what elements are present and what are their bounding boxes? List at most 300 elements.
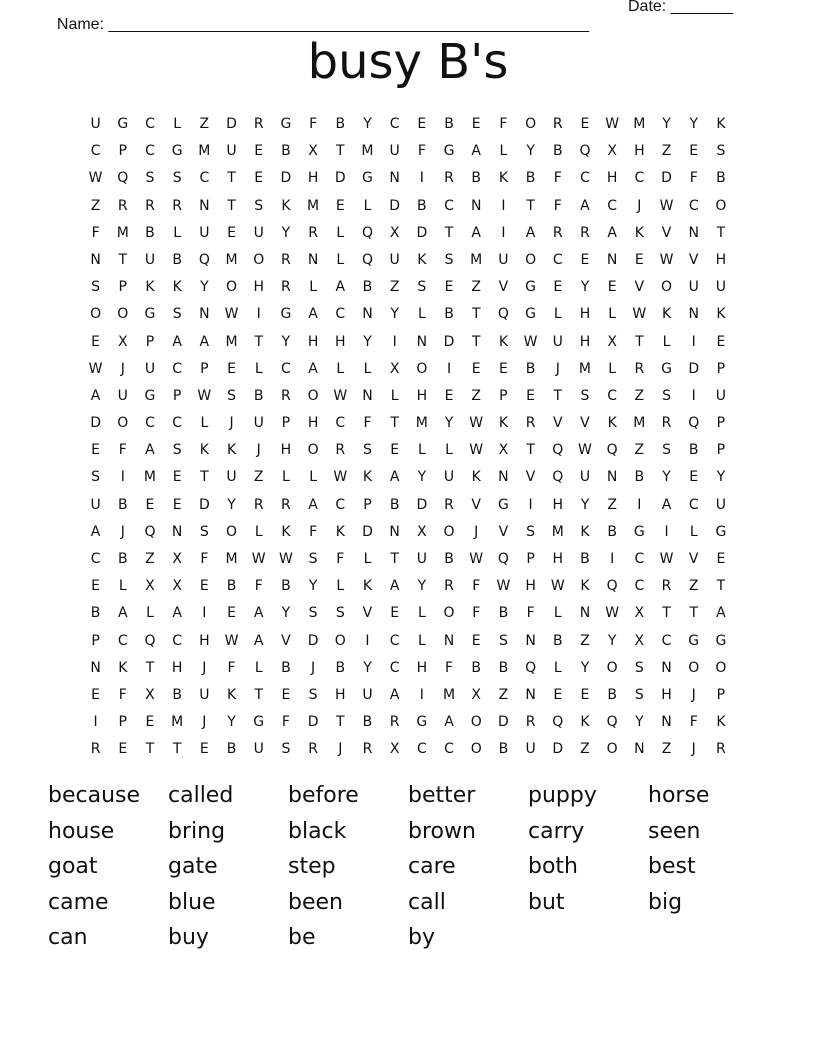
grid-letter: N [389,170,400,187]
grid-letter: J [311,659,316,676]
grid-letter: H [335,333,346,350]
grid-letter: R [444,496,454,513]
grid-letter: D [498,714,509,731]
word-bank-item: step [288,854,336,880]
grid-letter: H [199,632,210,649]
grid-letter: K [716,306,726,323]
word-bank-item: seen [648,818,701,844]
grid-letter: O [715,197,727,214]
grid-letter: A [172,333,182,350]
grid-letter: X [607,333,617,350]
grid-letter: R [661,578,672,595]
grid-letter: N [362,387,373,404]
grid-letter: L [309,279,317,296]
grid-letter: U [144,360,156,377]
grid-letter: B [335,659,346,676]
grid-letter: T [254,333,263,350]
grid-letter: R [634,360,645,377]
word-bank-item: but [528,889,565,915]
grid-letter: S [417,279,427,296]
grid-letter: I [392,333,397,350]
grid-letter: A [308,496,318,513]
grid-letter: R [552,224,563,241]
grid-letter: P [716,686,726,703]
grid-letter: K [417,251,427,268]
grid-letter: L [390,387,399,404]
grid-letter: M [225,333,238,350]
grid-letter: Q [606,714,618,731]
grid-letter: T [526,442,535,459]
letter-grid [82,111,735,764]
grid-letter: R [444,578,454,595]
grid-letter: S [308,686,318,703]
word-bank-item: better [408,783,476,808]
grid-letter: W [605,116,620,132]
grid-letter: W [197,387,212,404]
grid-letter: F [363,415,372,432]
grid-letter: G [688,632,700,649]
grid-letter: Y [526,143,535,160]
grid-letter: T [471,306,481,323]
grid-letter: C [552,251,563,268]
grid-letter: X [634,605,645,622]
grid-letter: A [444,714,454,731]
grid-letter: Q [497,306,509,323]
grid-letter: S [444,251,454,268]
grid-letter: Y [308,578,318,595]
grid-letter: B [552,632,563,649]
grid-letter: D [198,496,210,513]
grid-letter: O [253,251,265,268]
grid-letter: P [716,360,726,377]
grid-letter: Y [281,224,291,241]
grid-letter: I [610,551,615,567]
grid-letter: R [335,442,346,459]
grid-letter: M [442,686,456,703]
grid-letter: I [419,170,424,187]
grid-letter: T [118,251,128,268]
grid-letter: A [389,578,400,595]
grid-letter: C [580,170,590,187]
grid-letter: K [281,523,291,540]
grid-letter: Q [497,551,509,567]
grid-letter: C [444,197,454,214]
grid-letter: G [443,143,455,160]
grid-letter: S [91,469,101,486]
grid-letter: V [471,496,481,513]
grid-letter: X [389,741,400,758]
name-field-label: Name: ______________________________________________________ [56,16,589,33]
grid-letter: F [227,659,236,676]
grid-letter: W [469,551,484,567]
grid-letter: U [443,469,455,486]
grid-letter: C [634,170,645,187]
grid-letter: E [634,251,644,268]
grid-letter: B [634,469,645,486]
grid-letter: R [281,387,291,404]
grid-letter: A [335,279,346,296]
grid-letter: X [145,686,155,703]
grid-letter: A [389,686,400,703]
grid-letter: S [308,551,318,567]
grid-letter: A [471,143,481,160]
grid-letter: L [417,632,426,649]
grid-letter: L [254,523,263,540]
grid-letter: Z [199,116,210,132]
grid-letter: Q [144,523,156,540]
grid-letter: E [580,251,590,268]
grid-letter: K [661,306,672,323]
grid-letter: M [551,523,564,540]
grid-letter: I [93,714,98,731]
grid-letter: J [691,741,696,758]
grid-letter: U [525,741,536,758]
grid-letter: F [281,714,290,731]
grid-letter: V [661,224,672,241]
grid-letter: N [470,197,482,214]
grid-letter: Y [580,279,590,296]
grid-letter: U [253,415,264,432]
grid-letter: U [362,686,373,703]
grid-letter: Y [417,469,427,486]
grid-letter: B [688,442,699,459]
grid-letter: B [607,686,617,703]
grid-letter: L [200,415,209,432]
grid-letter: E [91,442,101,459]
grid-letter: X [471,686,482,703]
grid-letter: Y [281,605,291,622]
grid-letter: K [498,170,508,187]
grid-letter: U [117,387,128,404]
grid-letter: U [226,143,237,160]
grid-letter: N [634,741,645,758]
grid-letter: Y [363,333,372,350]
grid-letter: Y [607,632,617,649]
grid-letter: Y [200,279,209,296]
grid-letter: B [552,143,563,160]
grid-letter: U [253,224,264,241]
grid-letter: B [362,714,373,731]
grid-letter: L [363,197,372,214]
grid-letter: D [688,360,700,377]
grid-letter: D [307,714,319,731]
grid-letter: V [634,279,645,296]
grid-letter: K [335,523,345,540]
grid-letter: B [444,116,454,132]
grid-letter: N [606,469,618,486]
grid-letter: I [419,686,424,703]
grid-letter: A [90,387,101,404]
grid-letter: M [578,360,592,377]
word-bank-item: because [48,783,141,808]
grid-letter: L [118,578,127,595]
date-field-label: Date: _______ [628,0,733,15]
grid-letter: P [118,279,127,296]
grid-letter: W [88,360,103,377]
word-bank-item: horse [648,783,710,808]
grid-letter: B [172,251,182,268]
grid-letter: F [118,442,127,459]
grid-letter: W [496,578,511,595]
grid-letter: E [417,116,427,132]
word-bank-item: big [648,889,683,915]
grid-letter: V [498,279,509,296]
grid-letter: U [498,251,509,268]
grid-letter: C [199,170,210,187]
grid-letter: V [525,469,536,486]
grid-letter: E [172,469,182,486]
grid-letter: X [634,632,645,649]
grid-letter: F [689,170,698,187]
grid-letter: J [202,659,207,676]
grid-letter: Q [688,415,700,432]
grid-letter: Y [363,116,372,132]
grid-letter: Z [580,741,590,758]
grid-letter: E [471,632,481,649]
grid-letter: B [417,197,427,214]
grid-letter: A [471,224,481,241]
grid-letter: U [552,333,563,350]
grid-letter: V [688,551,699,567]
grid-letter: Q [579,143,591,160]
grid-letter: J [202,714,207,731]
grid-letter: B [335,116,346,132]
grid-letter: H [307,415,319,432]
grid-letter: W [550,578,565,595]
grid-letter: T [227,197,236,214]
word-bank-item: call [408,889,446,915]
grid-letter: K [580,714,590,731]
grid-letter: Z [90,197,101,214]
grid-letter: I [691,333,696,350]
grid-letter: G [144,387,156,404]
word-bank-item: been [288,889,343,915]
grid-letter: O [117,415,129,432]
grid-letter: E [444,387,454,404]
grid-letter: Q [117,170,129,187]
grid-letter: Y [662,116,671,132]
word-bank-item: by [408,925,435,951]
grid-letter: E [580,686,590,703]
grid-letter: N [416,333,428,350]
grid-letter: Z [253,469,264,486]
grid-letter: P [281,415,291,432]
grid-letter: Q [525,659,537,676]
grid-letter: C [607,387,618,404]
grid-letter: E [471,116,481,132]
grid-letter: B [90,605,101,622]
grid-letter: K [716,116,726,132]
grid-letter: T [635,333,644,350]
grid-letter: H [335,686,346,703]
grid-letter: V [552,415,563,432]
grid-letter: Y [689,116,698,132]
grid-letter: E [553,279,563,296]
grid-letter: A [389,469,400,486]
grid-letter: D [443,333,455,350]
grid-letter: M [225,551,238,567]
grid-letter: O [443,523,455,540]
grid-letter: I [365,632,370,649]
grid-letter: W [333,469,348,486]
grid-letter: E [91,333,101,350]
grid-letter: E [199,578,209,595]
grid-letter: T [254,686,263,703]
grid-letter: E [91,578,101,595]
grid-letter: F [417,143,426,160]
grid-letter: Q [606,442,618,459]
grid-letter: M [225,251,238,268]
grid-letter: G [362,170,373,187]
word-bank-item: blue [168,889,216,915]
grid-letter: O [307,387,319,404]
grid-letter: C [172,360,183,377]
grid-letter: G [280,306,292,323]
grid-letter: S [91,279,101,296]
grid-letter: S [254,197,264,214]
grid-letter: O [525,116,537,132]
grid-letter: K [281,197,291,214]
grid-letter: B [716,170,726,187]
grid-letter: E [227,360,236,377]
grid-letter: O [715,659,727,676]
grid-letter: T [390,415,399,432]
grid-letter: I [501,224,506,241]
grid-letter: X [172,551,182,567]
grid-letter: E [199,741,209,758]
grid-letter: B [362,279,373,296]
grid-letter: B [498,605,509,622]
grid-letter: L [417,605,426,622]
grid-letter: E [689,469,699,486]
grid-letter: L [336,251,345,268]
grid-letter: D [552,741,564,758]
grid-letter: C [281,360,291,377]
grid-letter: S [526,523,536,540]
grid-letter: N [199,197,210,214]
grid-letter: L [282,469,290,486]
grid-letter: R [117,197,128,214]
grid-letter: Y [662,469,671,486]
grid-letter: F [200,551,209,567]
grid-letter: G [171,143,183,160]
grid-letter: J [555,360,560,377]
grid-letter: E [227,605,236,622]
word-bank-item: came [48,889,109,915]
grid-letter: F [472,578,481,595]
grid-letter: S [716,143,726,160]
grid-letter: D [280,170,292,187]
grid-letter: H [634,143,645,160]
grid-letter: I [120,469,125,486]
grid-letter: Q [198,251,210,268]
grid-letter: F [254,578,263,595]
grid-letter: R [308,224,318,241]
grid-letter: O [90,306,102,323]
grid-letter: Q [552,714,564,731]
grid-letter: T [471,333,481,350]
grid-letter: L [363,360,372,377]
grid-letter: X [308,143,318,160]
grid-letter: C [688,496,699,513]
grid-letter: A [117,605,128,622]
grid-letter: O [606,741,618,758]
grid-letter: J [120,360,125,377]
grid-letter: U [144,251,156,268]
grid-letter: C [172,632,183,649]
grid-letter: E [471,360,481,377]
grid-letter: H [661,686,672,703]
grid-letter: A [716,605,726,622]
grid-letter: F [336,551,345,567]
grid-letter: T [689,605,698,622]
grid-letter: G [525,306,537,323]
grid-letter: F [553,170,562,187]
grid-letter: K [634,224,644,241]
grid-letter: G [253,714,265,731]
grid-letter: K [498,333,508,350]
grid-letter: Z [634,442,645,459]
grid-letter: E [145,714,155,731]
grid-letter: E [172,496,182,513]
grid-letter: A [253,632,264,649]
grid-letter: B [281,659,291,676]
grid-letter: U [90,496,101,513]
grid-letter: W [224,632,239,649]
grid-letter: E [281,686,291,703]
grid-letter: T [716,578,726,595]
grid-letter: K [471,469,481,486]
grid-letter: D [416,224,428,241]
grid-letter: U [226,469,237,486]
grid-letter: B [498,659,509,676]
grid-letter: S [308,605,318,622]
grid-letter: V [580,415,590,432]
grid-letter: U [579,469,591,486]
grid-letter: L [499,143,508,160]
grid-letter: X [117,333,128,350]
grid-letter: N [498,469,509,486]
grid-letter: M [633,415,646,432]
grid-letter: P [91,632,100,649]
word-bank-item: brown [408,818,476,844]
grid-letter: V [688,251,699,268]
grid-letter: I [256,306,261,323]
grid-letter: C [335,306,346,323]
page-title: busy B's [307,34,509,90]
grid-letter: S [363,442,372,459]
grid-letter: Q [361,251,373,268]
grid-letter: U [416,551,427,567]
grid-letter: F [689,714,698,731]
grid-letter: I [446,360,452,377]
grid-letter: O [661,279,673,296]
grid-letter: R [444,170,454,187]
grid-letter: U [715,387,727,404]
grid-letter: C [90,551,101,567]
grid-letter: H [416,659,428,676]
grid-letter: A [580,197,590,214]
grid-letter: R [580,224,590,241]
grid-letter: N [525,632,536,649]
grid-letter: G [633,523,645,540]
word-bank [48,778,768,956]
grid-letter: L [336,224,345,241]
grid-letter: H [280,442,292,459]
grid-letter: N [688,306,699,323]
grid-letter: O [443,605,455,622]
grid-letter: A [90,523,101,540]
